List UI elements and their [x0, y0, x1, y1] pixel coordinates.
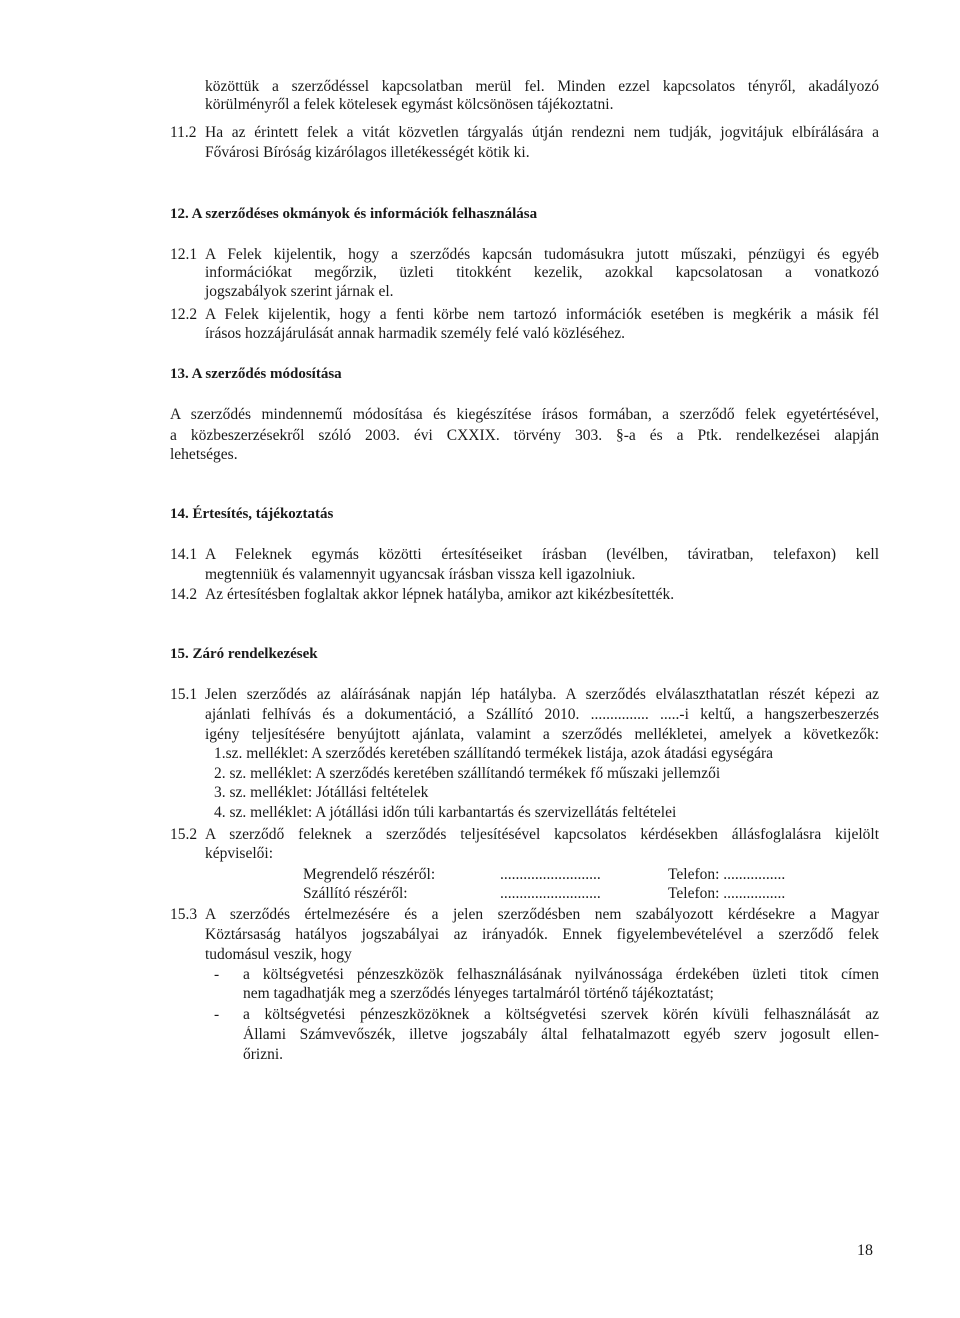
bullet-2-line-3: őrizni. [243, 1046, 284, 1063]
page-number: 18 [857, 1242, 873, 1259]
section11-continuation-line-1: közöttük a szerződéssel kapcsolatban merül fel. Minden ezzel kapcsolatos tényről, akadályozó [205, 78, 879, 95]
paragraph-11-2-line-2: Fővárosi Bíróság kizárólagos illetékességét kötik ki. [205, 144, 530, 161]
paragraph-number-11-2: 11.2 [170, 124, 197, 141]
representative-phone: Telefon: ................ [668, 885, 786, 902]
paragraph-15-3-line-2: Köztársaság hatályos jogszabályai az irányadók. Ennek figyelembevételével a szerződő felek [205, 926, 879, 943]
paragraph-12-2-line-2: írásos hozzájárulását annak harmadik személy felé való közléséhez. [205, 325, 626, 342]
paragraph-number-15-2: 15.2 [170, 826, 198, 843]
annex-item: 3. sz. melléklet: Jótállási feltételek [214, 784, 429, 801]
representative-label: Szállító részéről: [303, 885, 408, 902]
bullet-marker: - [214, 966, 220, 983]
paragraph-number-15-3: 15.3 [170, 906, 198, 923]
representative-name-blank: .......................... [500, 866, 601, 883]
paragraph-12-1-line-2: információkat megőrzik, üzleti titokként kezelik, azokkal kapcsolatosan a vonatkozó [205, 264, 879, 281]
bullet-2-line-2: Állami Számvevőszék, illetve jogszabály által felhatalmazott egyéb szerv jogosult ellen- [243, 1026, 879, 1043]
bullet-2-line-1: a költségvetési pénzeszközöknek a költségvetési szervek körén kívüli felhasználását az [243, 1006, 879, 1023]
section-15-heading: 15. Záró rendelkezések [170, 646, 318, 662]
paragraph-number-14-2: 14.2 [170, 586, 198, 603]
paragraph-15-3-line-3: tudomásul veszik, hogy [205, 946, 352, 963]
paragraph-14-1-line-2: megtenniük és valamennyit ugyancsak írásban vissza kell igazolniuk. [205, 566, 636, 583]
representative-phone: Telefon: ................ [668, 866, 786, 883]
section-14-heading: 14. Értesítés, tájékoztatás [170, 506, 334, 522]
paragraph-number-12-2: 12.2 [170, 306, 198, 323]
paragraph-15-2-line-1: A szerződő feleknek a szerződés teljesítésével kapcsolatos kérdésekben állásfoglalásra kijelölt [205, 826, 879, 843]
paragraph-15-1-line-2: ajánlati felhívás és a dokumentáció, a Szállító 2010. ............... .....-i keltű, a hangszerbeszerzés [205, 706, 879, 723]
paragraph-12-1-line-1: A Felek kijelentik, hogy a szerződés kapcsán tudomásukra jutott műszaki, pénzügyi és egyéb [205, 246, 879, 263]
paragraph-11-2-line-1: Ha az érintett felek a vitát közvetlen tárgyalás útján rendezni nem tudják, jogvitájuk elbírálására a [205, 124, 879, 141]
paragraph-12-1-line-3: jogszabályok szerint járnak el. [205, 283, 394, 300]
annex-item: 4. sz. melléklet: A jótállási időn túli karbantartás és szervizellátás feltételei [214, 804, 677, 821]
annex-item: 2. sz. melléklet: A szerződés keretében szállítandó termékek fő műszaki jellemzői [214, 765, 721, 782]
paragraph-15-2-line-2: képviselői: [205, 845, 274, 862]
representative-name-blank: .......................... [500, 885, 601, 902]
paragraph-number-14-1: 14.1 [170, 546, 198, 563]
section-13-line-1: A szerződés mindennemű módosítása és kiegészítése írásos formában, a szerződő felek egyetértésével, [170, 406, 879, 423]
paragraph-15-1-line-3: igény teljesítésére benyújtott ajánlata, valamint a szerződés mellékletei, amelyek a következők: [205, 726, 879, 743]
annex-item: 1.sz. melléklet: A szerződés keretében szállítandó termékek listája, azok átadási egységára [214, 745, 774, 762]
bullet-marker: - [214, 1006, 220, 1023]
representative-label: Megrendelő részéről: [303, 866, 436, 883]
section11-continuation-line-2: körülményről a felek kötelesek egymást kölcsönösen tájékoztatni. [205, 96, 614, 113]
section-13-heading: 13. A szerződés módosítása [170, 366, 342, 382]
paragraph-15-1-line-1: Jelen szerződés az aláírásának napján lép hatályba. A szerződés elválaszthatatlan részét képezi az [205, 686, 879, 703]
paragraph-number-15-1: 15.1 [170, 686, 198, 703]
paragraph-14-2-line-1: Az értesítésben foglaltak akkor lépnek hatályba, amikor azt kikézbesítették. [205, 586, 675, 603]
paragraph-14-1-line-1: A Feleknek egymás közötti értesítéseiket írásban (levélben, táviratban, telefaxon) kell [205, 546, 879, 563]
paragraph-15-3-line-1: A szerződés értelmezésére és a jelen szerződésben nem szabályozott kérdésekre a Magyar [205, 906, 879, 923]
section-12-heading: 12. A szerződéses okmányok és információk felhasználása [170, 206, 538, 222]
section-13-line-2: a közbeszerzésekről szóló 2003. évi CXXIX. törvény 303. §-a és a Ptk. rendelkezései alapján [170, 427, 879, 444]
paragraph-12-2-line-1: A Felek kijelentik, hogy a fenti körbe nem tartozó információk esetében is megkérik a másik fél [205, 306, 879, 323]
paragraph-number-12-1: 12.1 [170, 246, 198, 263]
bullet-1-line-1: a költségvetési pénzeszközök felhasználásának nyilvánossága érdekében üzleti titok címen [243, 966, 879, 983]
bullet-1-line-2: nem tagadhatják meg a szerződés lényeges tartalmáról történő tájékoztatást; [243, 985, 714, 1002]
section-13-line-3: lehetséges. [170, 446, 238, 463]
